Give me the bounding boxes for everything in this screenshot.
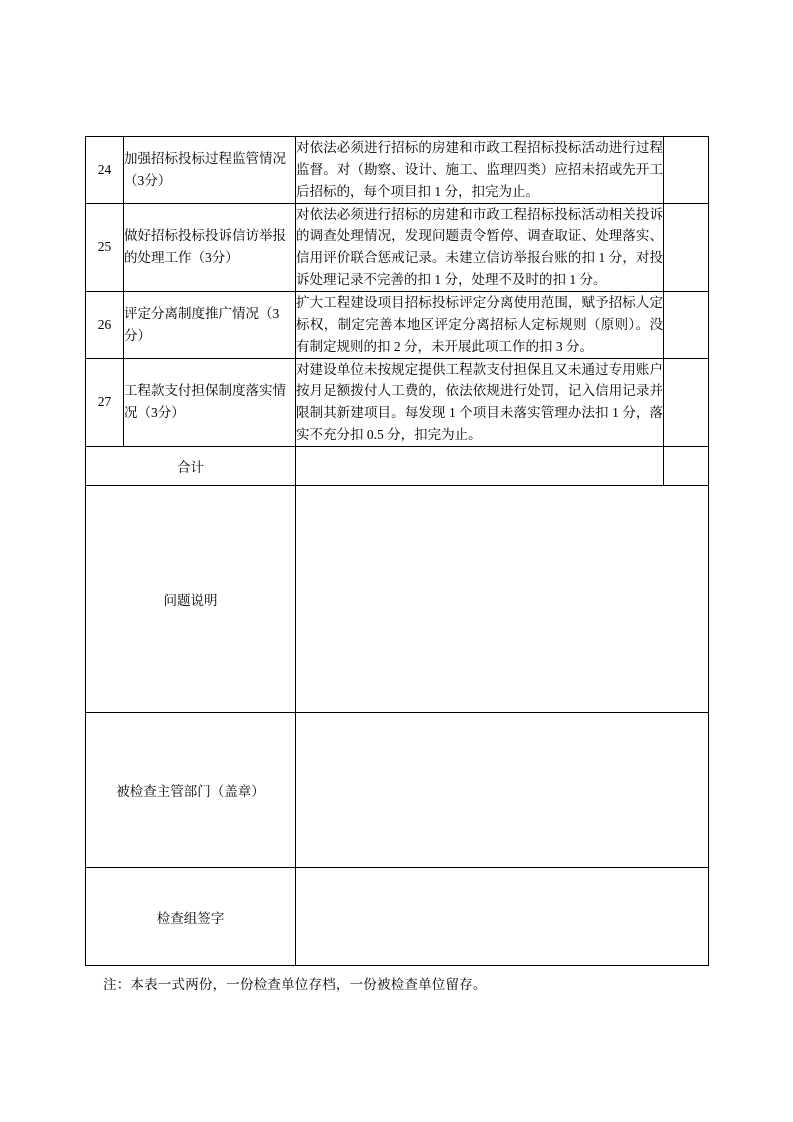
row-score[interactable] bbox=[664, 203, 709, 291]
problem-description-value[interactable] bbox=[296, 486, 709, 713]
row-criteria: 对依法必须进行招标的房建和市政工程招标投标活动相关投诉的调查处理情况，发现问题责令暂停、调查取证、处理落实、信用评价联合惩戒记录。未建立信访举报台账的扣 1 分，对投诉处理记录不完善的扣 1 分，处理不及时的扣 1 分。 bbox=[296, 203, 664, 291]
row-score[interactable] bbox=[664, 137, 709, 204]
row-criteria: 扩大工程建设项目招标投标评定分离使用范围，赋予招标人定标权，制定完善本地区评定分离招标人定标规则（原则）。没有制定规则的扣 2 分，未开展此项工作的扣 3 分。 bbox=[296, 292, 664, 359]
total-value[interactable] bbox=[296, 447, 664, 486]
score-table bbox=[85, 136, 709, 966]
row-criteria: 对建设单位未按规定提供工程款支付担保且又未通过专用账户按月足额拨付人工费的，依法依规进行处罚，记入信用记录并限制其新建项目。每发现 1 个项目未落实管理办法扣 1 分，落实不充分扣 0.5 分，扣完为止。 bbox=[296, 358, 664, 446]
row-number: 26 bbox=[86, 292, 124, 359]
row-number: 27 bbox=[86, 358, 124, 446]
row-score[interactable] bbox=[664, 358, 709, 446]
table-row bbox=[86, 292, 709, 359]
table-row bbox=[86, 358, 709, 446]
footer-note: 注：本表一式两份，一份检查单位存档，一份被检查单位留存。 bbox=[103, 977, 487, 993]
total-score[interactable] bbox=[664, 447, 709, 486]
row-item: 评定分离制度推广情况（3分） bbox=[124, 292, 296, 359]
inspection-team-signature-label: 检查组签字 bbox=[86, 868, 296, 966]
inspected-department-row bbox=[86, 713, 709, 868]
total-row bbox=[86, 447, 709, 486]
inspection-score-sheet bbox=[85, 136, 708, 993]
row-item: 做好招标投标投诉信访举报的处理工作（3分） bbox=[124, 203, 296, 291]
row-criteria: 对依法必须进行招标的房建和市政工程招标投标活动进行过程监督。对（勘察、设计、施工、监理四类）应招未招或先开工后招标的，每个项目扣 1 分，扣完为止。 bbox=[296, 137, 664, 204]
row-item: 加强招标投标过程监管情况（3分） bbox=[124, 137, 296, 204]
table-row bbox=[86, 137, 709, 204]
inspected-department-value[interactable] bbox=[296, 713, 709, 868]
row-number: 25 bbox=[86, 203, 124, 291]
row-item: 工程款支付担保制度落实情况（3分） bbox=[124, 358, 296, 446]
total-label: 合计 bbox=[86, 447, 296, 486]
inspection-team-signature-value[interactable] bbox=[296, 868, 709, 966]
problem-description-row bbox=[86, 486, 709, 713]
row-number: 24 bbox=[86, 137, 124, 204]
row-score[interactable] bbox=[664, 292, 709, 359]
problem-description-label: 问题说明 bbox=[86, 486, 296, 713]
inspection-team-signature-row bbox=[86, 868, 709, 966]
table-row bbox=[86, 203, 709, 291]
inspected-department-label: 被检查主管部门（盖章） bbox=[86, 713, 296, 868]
